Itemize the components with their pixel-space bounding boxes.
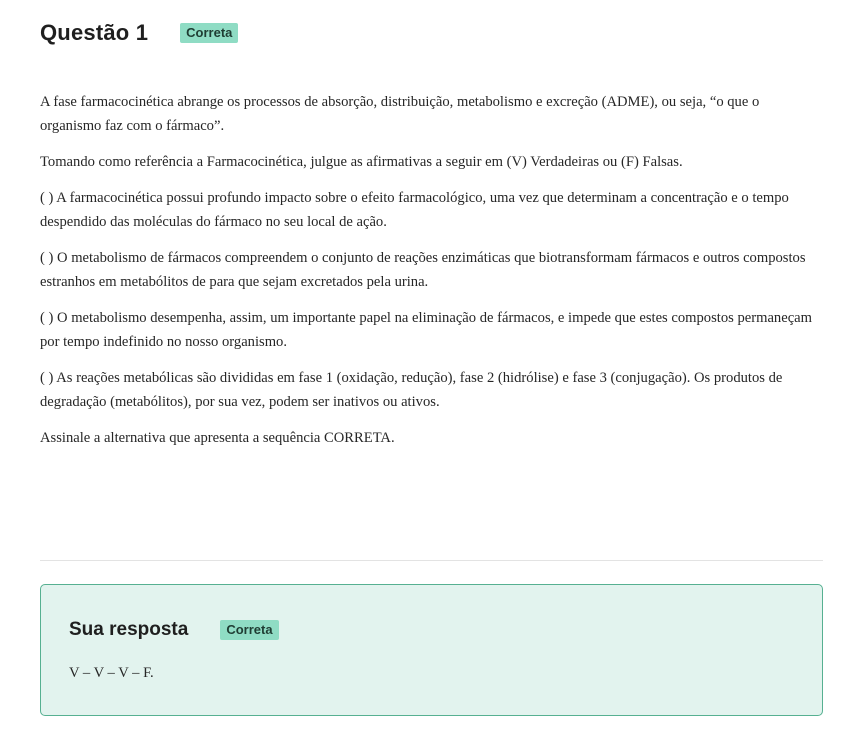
question-title: Questão 1 xyxy=(40,20,149,45)
answer-box xyxy=(40,584,823,716)
question-header xyxy=(40,16,823,50)
statement-paragraph: ( ) As reações metabólicas são divididas em fase 1 (oxidação, redução), fase 2 (hidrólise) e fase 3 (conjugação). Os produtos de degradação (metabólitos), por sua vez, podem ser inativos ou ativos. xyxy=(40,370,783,410)
statement-paragraph: ( ) O metabolismo de fármacos compreendem o conjunto de reações enzimáticas que biotransformam fármacos e outros compostos estranhos em metabólitos de para que sejam excretados pela urina. xyxy=(40,250,806,290)
question-container xyxy=(40,0,823,681)
answer-header xyxy=(69,619,279,641)
statement-paragraph: Tomando como referência a Farmacocinética, julgue as afirmativas a seguir em (V) Verdadeiras ou (F) Falsas. xyxy=(40,154,683,170)
section-divider xyxy=(40,560,823,561)
answer-text: V – V – V – F. xyxy=(69,665,154,681)
statement-paragraph: A fase farmacocinética abrange os processos de absorção, distribuição, metabolismo e excreção (ADME), ou seja, “o que o organismo faz com o fármaco”. xyxy=(40,94,760,134)
answer-status-badge: Correta xyxy=(220,620,278,640)
question-statement xyxy=(40,90,823,450)
answer-title: Sua resposta xyxy=(69,619,189,640)
statement-paragraph: Assinale a alternativa que apresenta a sequência CORRETA. xyxy=(40,430,395,446)
statement-paragraph: ( ) A farmacocinética possui profundo impacto sobre o efeito farmacológico, uma vez que determinam a concentração e o tempo despendido das moléculas do fármaco no seu local de ação. xyxy=(40,190,789,230)
statement-paragraph: ( ) O metabolismo desempenha, assim, um importante papel na eliminação de fármacos, e impede que estes compostos permaneçam por tempo indefinido no nosso organismo. xyxy=(40,310,813,350)
status-badge: Correta xyxy=(180,23,238,43)
